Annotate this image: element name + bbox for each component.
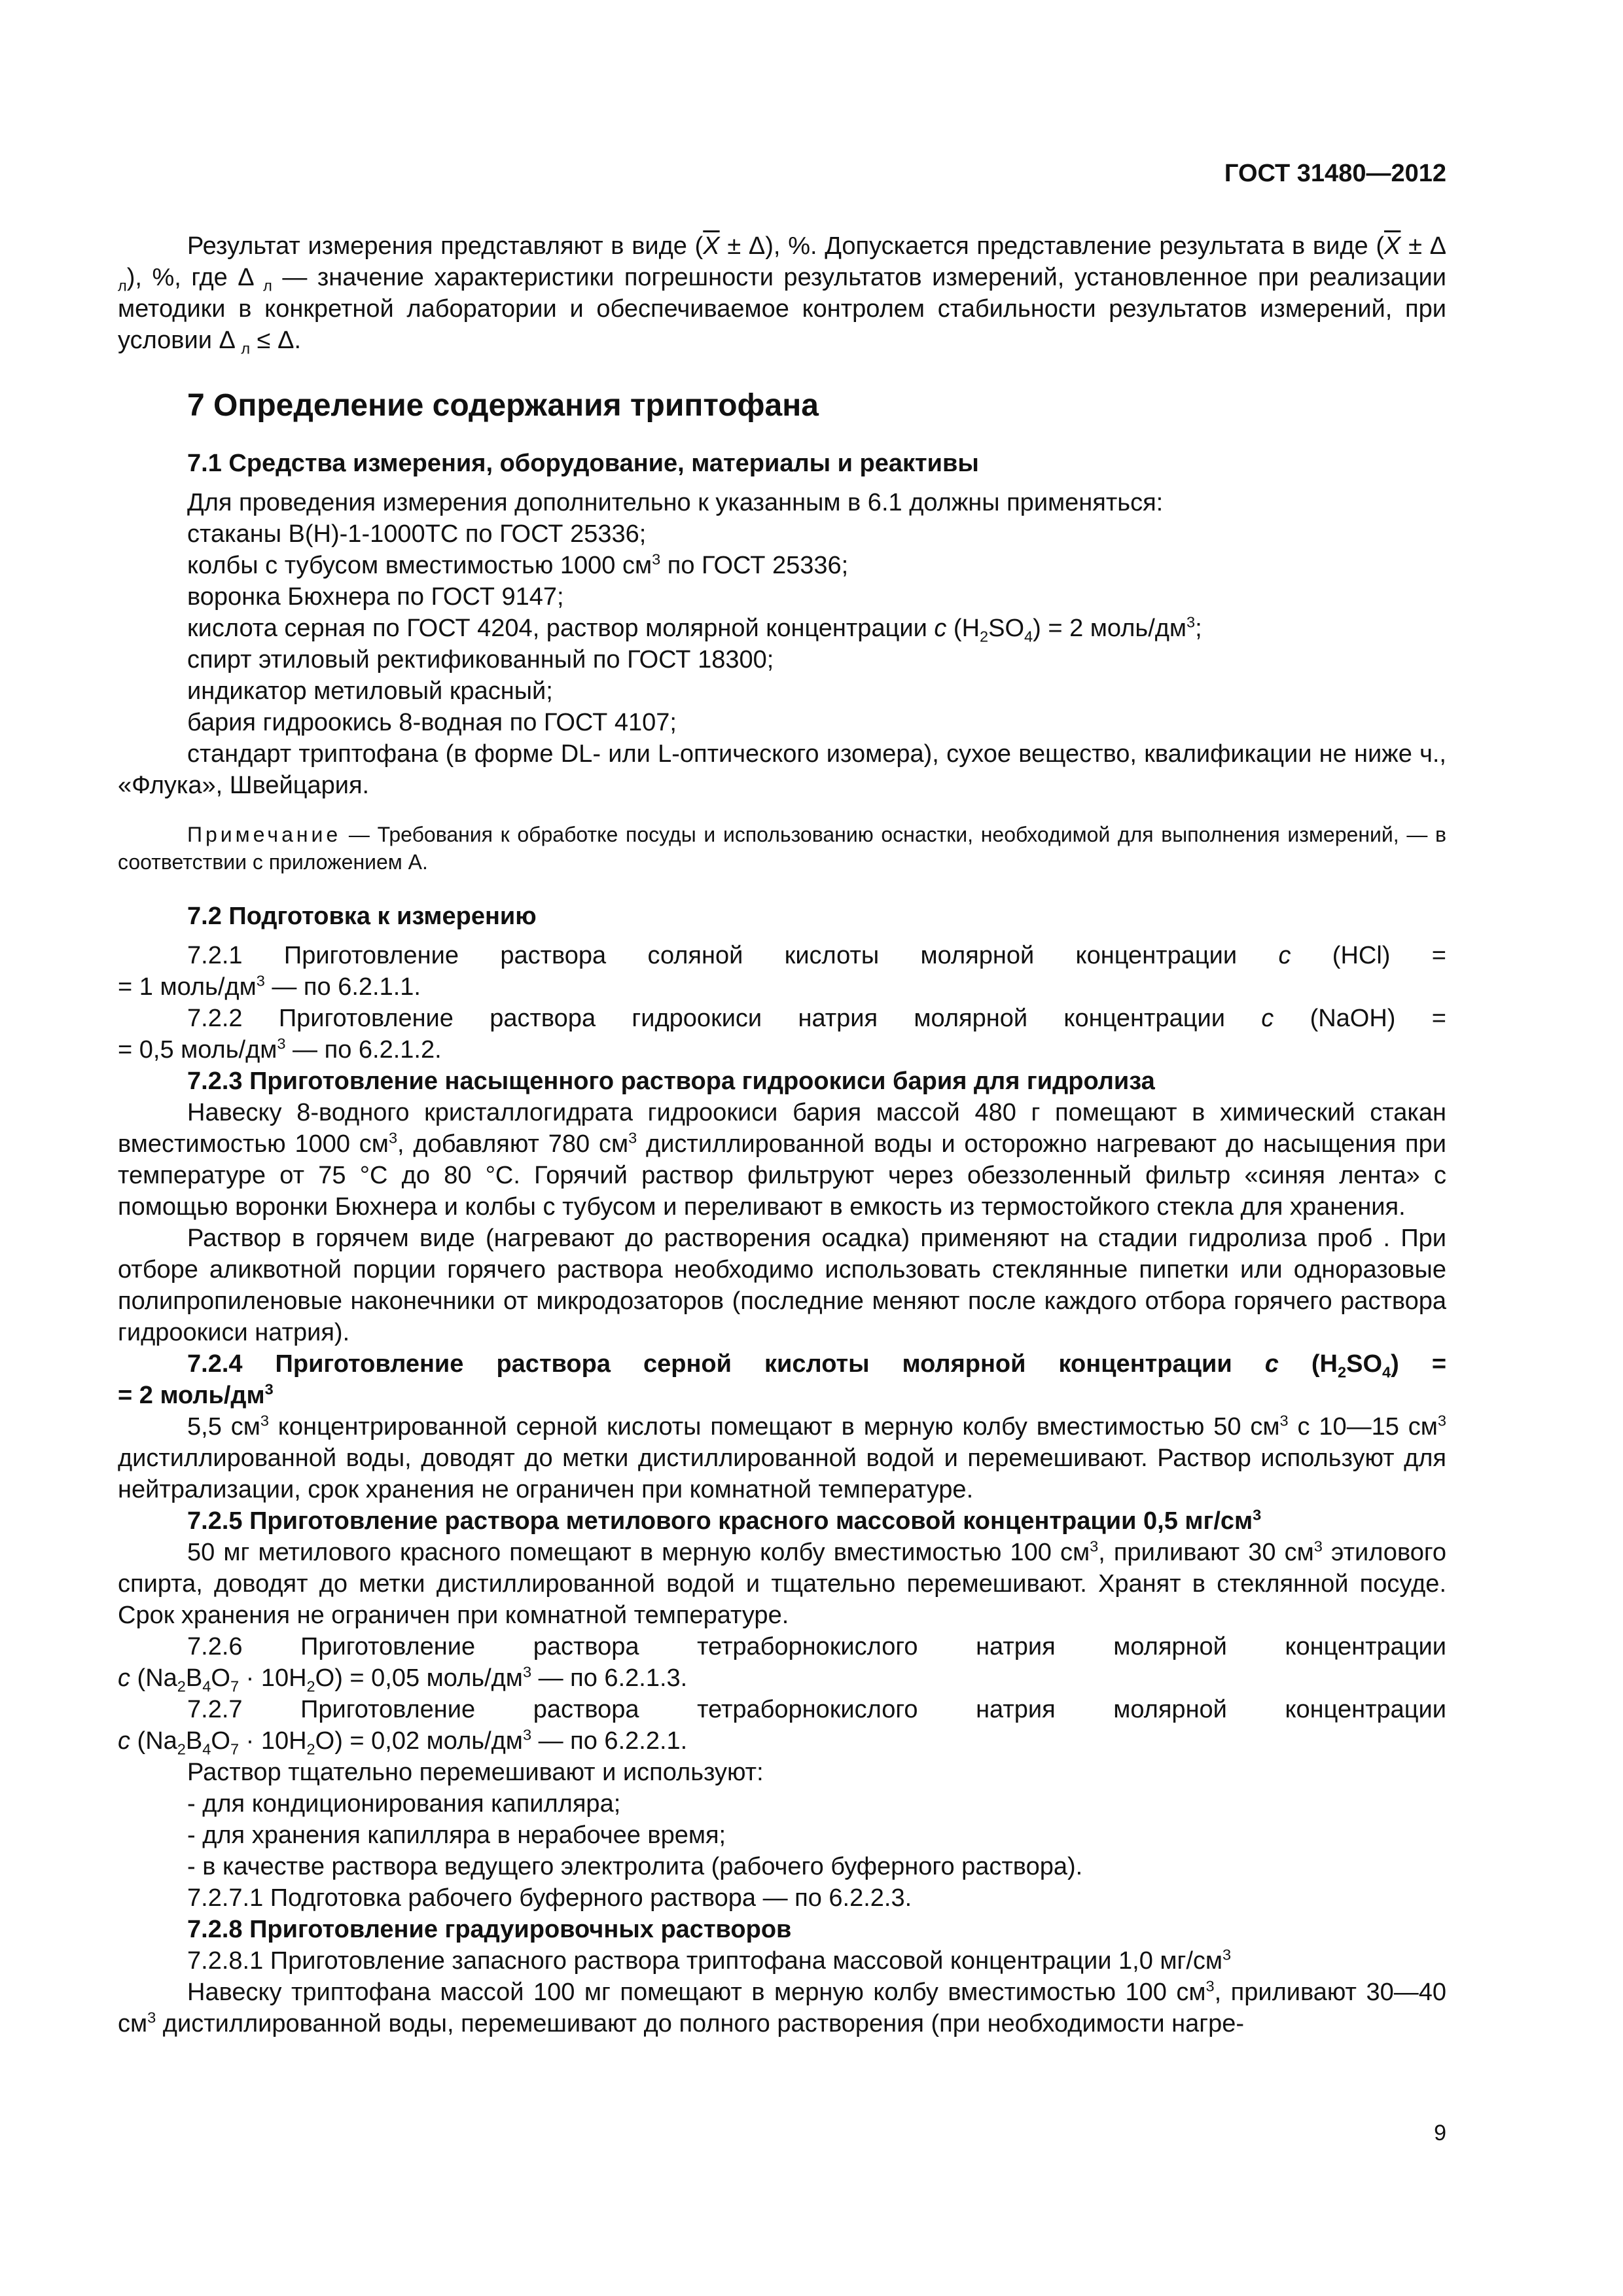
para-7-2-7: 7.2.7 Приготовление раствора тетраборнокислого натрия молярной концентрации (187, 1696, 1446, 1723)
para-7-2-7-cont: c $(Na_2B_4O_7 \cdot 10H_2O) = 0,02$ моль/$дм^3$ — по 6.2.2.1. (118, 1726, 688, 1758)
para-7-2-4: 5,5 $см^3$ концентрированной серной кислоты помещают в мерную колбу вместимостью 50 $см^3$ с 10—15 $см^3$ дистиллированной воды, доводят до метки дистиллированной водой и перемешивают. Раствор используют для нейтрализации, срок хранения не ограничен при комнатной температуре. (118, 1412, 1446, 1503)
para-7-2-1: 7.2.1 Приготовление раствора соляной кислоты молярной концентрации c (HCl) = (187, 942, 1446, 969)
list-item: бария гидроокись 8-водная по ГОСТ 4107; (187, 709, 677, 736)
page-number: 9 (1434, 2121, 1446, 2145)
equipment-lead: Для проведения измерения дополнительно к указанным в 6.1 должны применяться: (187, 489, 1164, 516)
list-item: стаканы В(Н)-1-1000ТС по ГОСТ 25336; (187, 520, 647, 548)
list-item: - для кондиционирования капилляра; (187, 1790, 621, 1818)
list-item: - в качестве раствора ведущего электролита (рабочего буферного раствора). (187, 1853, 1083, 1880)
para-7-2-2-cont: = 0,5 моль/$дм^3$ — по 6.2.1.2. (118, 1035, 442, 1064)
note: Примечание — Требования к обработке посуды и использованию оснастки, необходимой для выполнения измерений, — в соответствии с приложением А. (118, 823, 1446, 874)
subsection-7-1-title: 7.1 Средства измерения, оборудование, материалы и реактивы (187, 450, 979, 477)
heading-7-2-4-cont: = 2 моль/$дм^3$ (118, 1380, 274, 1409)
list-item: стандарт триптофана (в форме DL- или L-оптического изомера), сухое вещество, квалификации не ниже ч., «Флука», Швейцария. (118, 740, 1446, 799)
para-7-2-1-cont: = 1 моль/$дм^3$ — по 6.2.1.1. (118, 972, 421, 1001)
list-item: кислота серная по ГОСТ 4204, раствор молярной концентрации c $(H_2SO_4) = 2$ моль/$дм^3$; (187, 613, 1202, 645)
para-7-2-3-b: Раствор в горячем виде (нагревают до растворения осадка) применяют на стадии гидролиза проб . При отборе аликвотной порции горячего раствора необходимо использовать стеклянные пипетки или одноразовые полипропиленовые наконечники от микродозаторов (последние меняют после каждого отбора горячего раствора гидроокиси натрия). (118, 1225, 1446, 1346)
document-id: ГОСТ 31480—2012 (1224, 160, 1446, 187)
para-7-2-8-1: 7.2.8.1 Приготовление запасного раствора триптофана массовой концентрации 1,0 $мг/см^3$ (187, 1946, 1232, 1975)
list-item: спирт этиловый ректификованный по ГОСТ 18300; (187, 646, 774, 673)
heading-7-2-5: 7.2.5 Приготовление раствора метилового красного массовой концентрации 0,5 $мг/см^3$ (187, 1506, 1262, 1535)
list-item: колбы с тубусом вместимостью 1000 $см^3$ по ГОСТ 25336; (187, 550, 849, 579)
para-7-2-5: 50 мг метилового красного помещают в мерную колбу вместимостью 100 $см^3$, приливают 30 $см^3$ этилового спирта, доводят до метки дистиллированной водой и тщательно перемешивают. Хранят в стеклянной посуде. Срок хранения не ограничен при комнатной температуре. (118, 1537, 1446, 1629)
para-7-2-6-cont: c $(Na_2B_4O_7 \cdot 10H_2O) = 0,05$ моль/$дм^3$ — по 6.2.1.3. (118, 1663, 688, 1695)
para-7-2-3: Навеску 8-водного кристаллогидрата гидроокиси бария массой 480 г помещают в химический стакан вместимостью 1000 $см^3$, добавляют 780 $см^3$ дистиллированной воды и осторожно нагревают до насыщения при температуре от 75 °C до 80 °C. Горячий раствор фильтруют через обеззоленный фильтр «синяя лента» с помощью воронки Бюхнера и колбы с тубусом и переливают в емкость из термостойкого стекла для хранения. (118, 1099, 1446, 1221)
list-item: - для хранения капилляра в нерабочее время; (187, 1821, 726, 1849)
heading-7-2-8: 7.2.8 Приготовление градуировочных растворов (187, 1916, 792, 1943)
para-7-2-8-1-body: Навеску триптофана массой 100 мг помещают в мерную колбу вместимостью 100 $см^3$, приливают 30—40 $см^3$ дистиллированной воды, перемешивают до полного растворения (при необходимости нагре- (118, 1977, 1446, 2037)
para-7-2-7-1: 7.2.7.1 Подготовка рабочего буферного раствора — по 6.2.2.3. (187, 1884, 912, 1912)
heading-7-2-3: 7.2.3 Приготовление насыщенного раствора гидроокиси бария для гидролиза (187, 1067, 1155, 1095)
para-7-2-6: 7.2.6 Приготовление раствора тетраборнокислого натрия молярной концентрации (187, 1633, 1446, 1660)
para-7-2-7-usage: Раствор тщательно перемешивают и используют: (187, 1759, 764, 1786)
page-content (118, 230, 1446, 2039)
heading-7-2-4: 7.2.4 Приготовление раствора серной кислоты молярной концентрации c $(H_2SO_4)$ = (187, 1350, 1447, 1381)
section-7-title: 7 Определение содержания триптофана (187, 388, 819, 423)
list-item: воронка Бюхнера по ГОСТ 9147; (187, 583, 564, 611)
list-item: индикатор метиловый красный; (187, 677, 553, 705)
result-paragraph: Результат измерения представляют в виде $(\overline{X} \pm \Delta)$, %. Допускается представление результата в виде ($\overline{X} \pm \Delta$ $_л$), %, где Δ $_л$ — значение характеристики погрешности результатов измерений, установленное при реализации методики в конкретной лаборатории и обеспечиваемое контролем стабильности результатов измерений, при условии Δ $_л$ ≤ Δ. (118, 232, 1447, 357)
para-7-2-2: 7.2.2 Приготовление раствора гидроокиси натрия молярной концентрации c (NaOH) = (187, 1005, 1446, 1032)
subsection-7-2-title: 7.2 Подготовка к измерению (187, 903, 537, 930)
